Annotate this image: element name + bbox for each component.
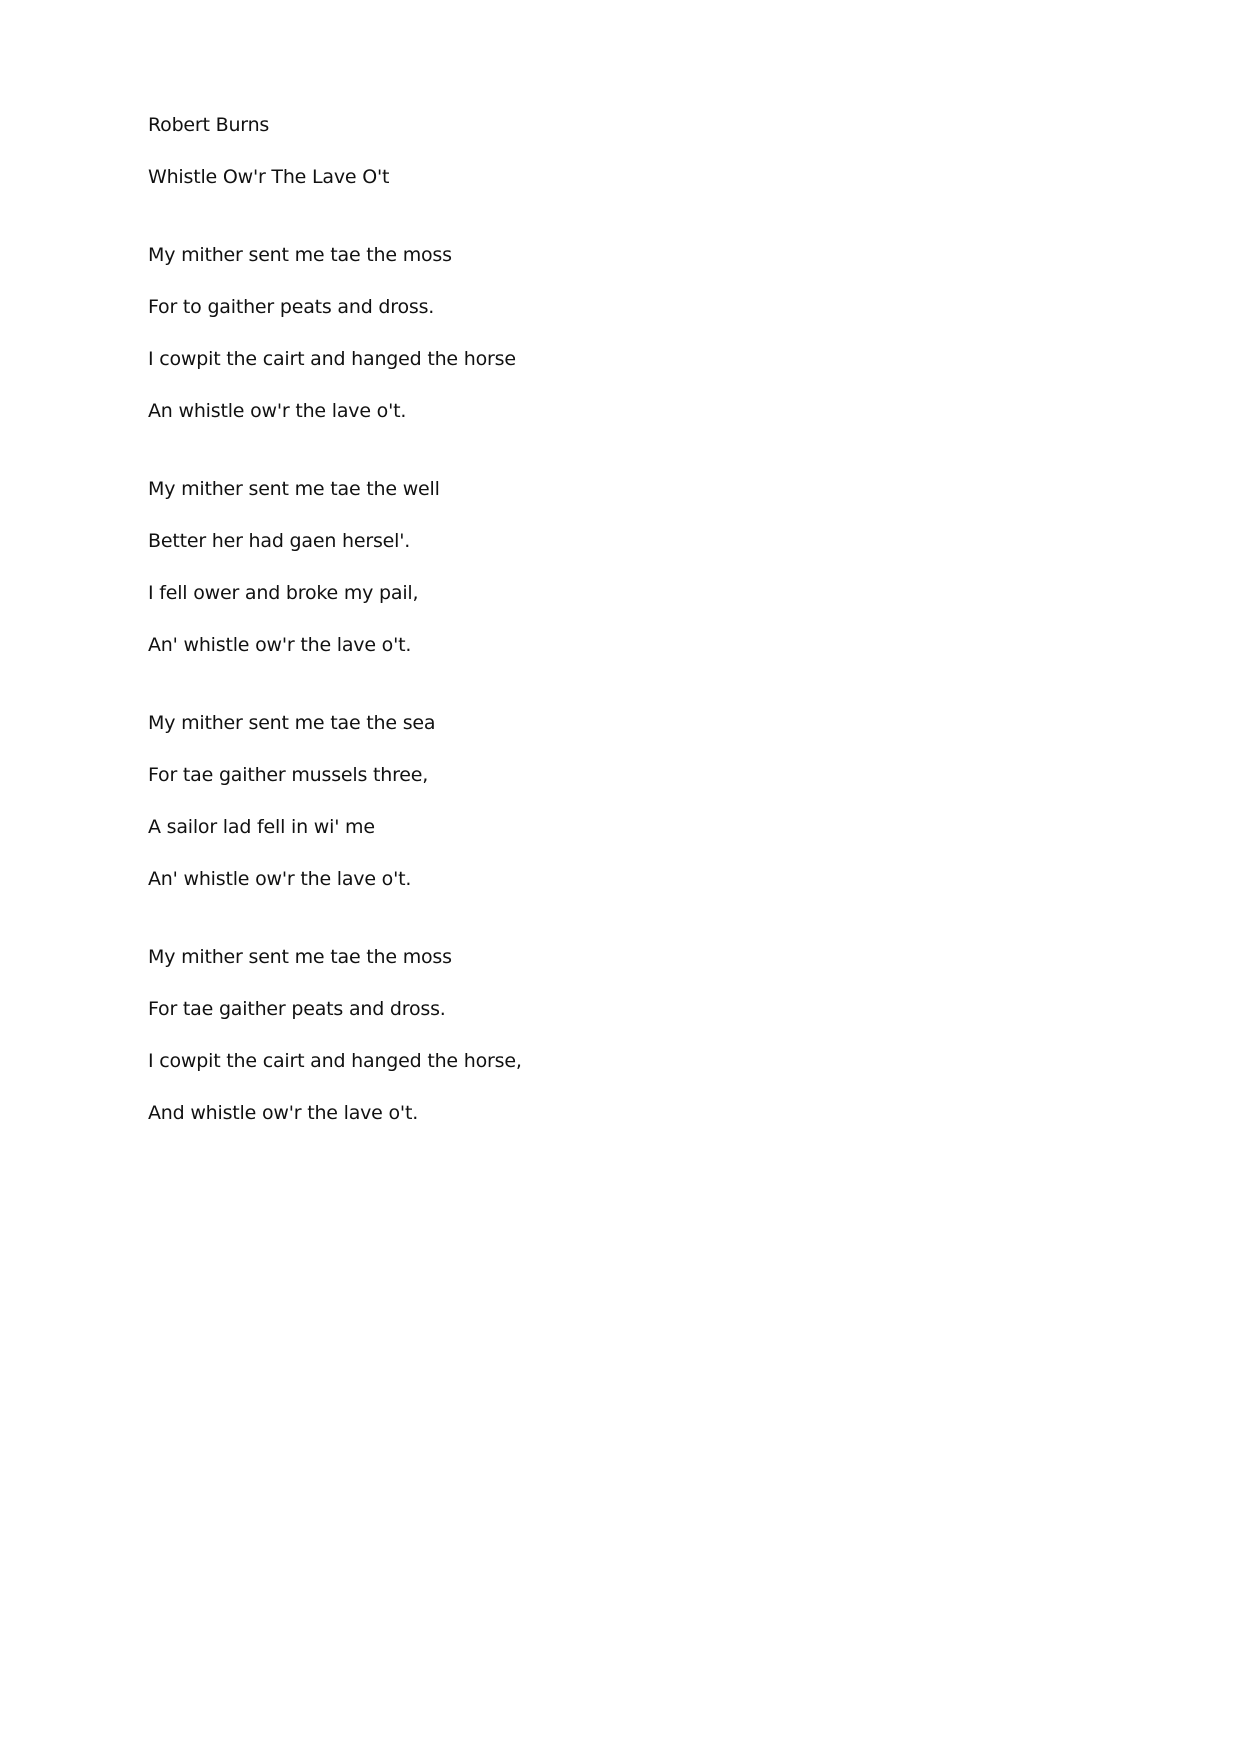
author-name: Robert Burns [148,114,270,136]
poem-line: A sailor lad fell in wi' me [148,816,375,838]
poem-line: For tae gaither peats and dross. [148,998,446,1020]
poem-line: An whistle ow'r the lave o't. [148,400,407,422]
stanza-1 [148,242,1048,424]
poem-line: Better her had gaen hersel'. [148,530,411,552]
poem-content [148,112,1048,1126]
poem-line: An' whistle ow'r the lave o't. [148,868,412,890]
poem-line: My mither sent me tae the moss [148,946,452,968]
stanza-3 [148,710,1048,892]
poem-title: Whistle Ow'r The Lave O't [148,166,390,188]
poem-line: My mither sent me tae the moss [148,244,452,266]
poem-line: I cowpit the cairt and hanged the horse, [148,1050,522,1072]
poem-line: And whistle ow'r the lave o't. [148,1102,419,1124]
stanza-2 [148,476,1048,658]
poem-line: I fell ower and broke my pail, [148,582,419,604]
poem-line: An' whistle ow'r the lave o't. [148,634,412,656]
poem-line: My mither sent me tae the sea [148,712,436,734]
poem-line: My mither sent me tae the well [148,478,440,500]
poem-line: For to gaither peats and dross. [148,296,435,318]
poem-line: I cowpit the cairt and hanged the horse [148,348,516,370]
stanza-4 [148,944,1048,1126]
poem-line: For tae gaither mussels three, [148,764,429,786]
poem-header [148,112,1048,190]
